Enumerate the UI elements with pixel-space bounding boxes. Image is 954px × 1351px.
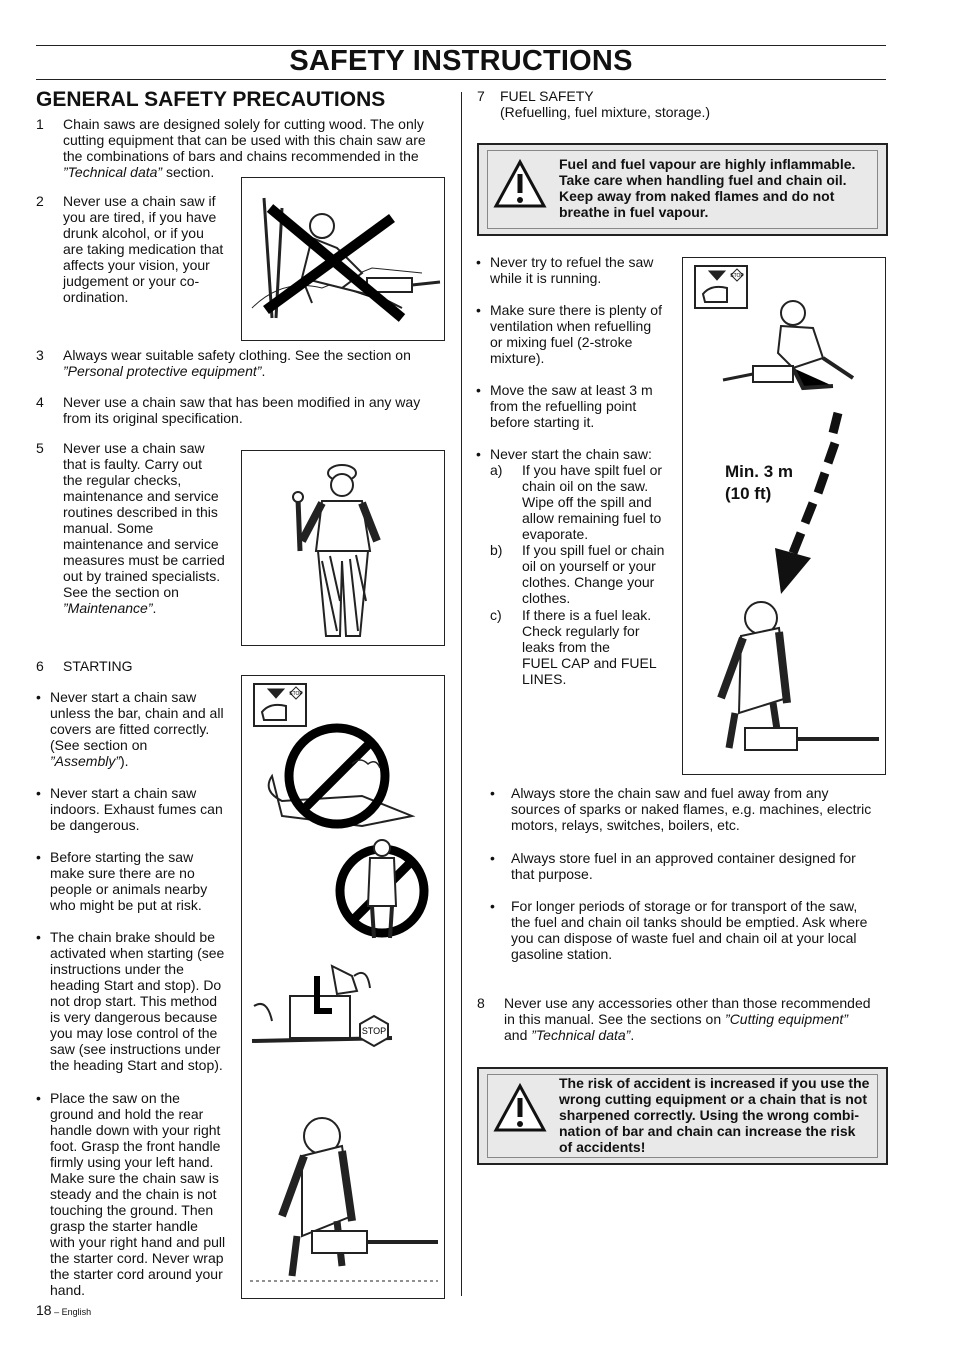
- item-2-text: Never use a chain saw if you are tired, if you have drunk alcohol, or if you are taking medication that affects your vision, your judgement or your co- ordination.: [63, 193, 224, 305]
- item-6-label: STARTING: [63, 658, 133, 674]
- warning-text-accident: The risk of accident is increased if you use the wrong cutting equipment or a chain that is not sharpened correctly. Using the wrong combi- nation of bar and chain can increase the risk of accidents!: [559, 1075, 870, 1155]
- list-item: • The chain brake should be activated when starting (see instructions under the heading Start and stop). Do not drop start. This method is very dangerous because you may lose control of the saw (see instructions under the heading Start and stop).: [36, 929, 225, 1073]
- stop-sign-label: STOP: [730, 273, 744, 279]
- sub-item-a: a) If you have spilt fuel or chain oil on the saw. Wipe off the spill and allow remaining fuel to evaporate.: [490, 462, 663, 542]
- item-8-text: Never use any accessories other than those recommended in this manual. See the sections on ”Cutting equipment” and ”Technical data”.: [504, 995, 871, 1043]
- tired-operator-illustration: [242, 178, 444, 340]
- list-item: • For longer periods of storage or for transport of the saw, the fuel and chain oil tanks should be emptied. Ask where you can dispose of waste fuel and chain oil at your local gasoline station.: [490, 898, 868, 962]
- refuel-distance-illustration: [683, 258, 885, 774]
- item-number: 5: [36, 440, 44, 456]
- sub-item-c: c) If there is a fuel leak. Check regularly for leaks from the FUEL CAP and FUEL LINES.: [490, 607, 657, 687]
- list-item: • Never start the chain saw:: [476, 446, 652, 462]
- list-item: • Never start a chain saw unless the bar, chain and all covers are fitted correctly. (See section on ”Assembly”).: [36, 689, 224, 769]
- item-7-label: FUEL SAFETY (Refuelling, fuel mixture, storage.): [500, 88, 711, 120]
- item-3-text: Always wear suitable safety clothing. See the section on ”Personal protective equipment”.: [63, 347, 411, 379]
- list-item: • Before starting the saw make sure there are no people or animals nearby who might be put at risk.: [36, 849, 208, 913]
- figure-starting: [241, 675, 445, 1299]
- item-number: 3: [36, 347, 44, 363]
- starting-procedure-illustration: [242, 676, 444, 1298]
- warning-box-fuel: [477, 143, 888, 236]
- item-1-text: Chain saws are designed solely for cutting wood. The only cutting equipment that can be used with this chain saw are the combinations of bars and chains recommended in the ”Technical data” section.: [63, 116, 426, 180]
- figure-tired-user: [241, 177, 445, 341]
- page-title: SAFETY INSTRUCTIONS: [289, 45, 633, 77]
- warning-box-accident: [477, 1067, 888, 1165]
- warning-text-fuel: Fuel and fuel vapour are highly inflammable. Take care when handling fuel and chain oil. Keep away from naked flames and do not breathe in fuel vapour.: [559, 156, 856, 220]
- warning-triangle-icon: [493, 1083, 547, 1133]
- list-item: • Always store fuel in an approved container designed for that purpose.: [490, 850, 856, 882]
- list-item: • Place the saw on the ground and hold the rear handle down with your right foot. Grasp the front handle firmly using your left hand. Make sure the chain saw is steady and the chain is not touching the ground. Then grasp the starter handle with your right hand and pull the starter cord. Never wrap the starter cord around your hand.: [36, 1090, 226, 1298]
- item-5-text: Never use a chain saw that is faulty. Carry out the regular checks, maintenance and service routines described in this manual. Some maintenance and service measures must be carried out by trained specialists. See the section on ”Maintenance”.: [63, 440, 225, 616]
- item-4-text: Never use a chain saw that has been modified in any way from its original specification.: [63, 394, 421, 426]
- stop-sign-label: STOP: [361, 1026, 387, 1036]
- list-item: • Make sure there is plenty of ventilation when refuelling or mixing fuel (2-stroke mixture).: [476, 302, 662, 366]
- mechanic-with-wrench-illustration: [242, 451, 444, 645]
- distance-label: Min. 3 m (10 ft): [725, 462, 794, 503]
- list-item: • Always store the chain saw and fuel away from any sources of sparks or naked flames, e.g. machines, electric motors, relays, switches, boilers, etc.: [490, 785, 872, 833]
- column-divider: [461, 92, 462, 1296]
- section-title: GENERAL SAFETY PRECAUTIONS: [36, 88, 386, 111]
- page-footer: [36, 1302, 91, 1320]
- item-number: 1: [36, 116, 44, 132]
- warning-triangle-icon: [493, 159, 547, 209]
- figure-refuel-distance: [682, 257, 886, 775]
- stop-sign-label: STOP: [289, 691, 303, 697]
- sub-item-b: b) If you spill fuel or chain oil on yourself or your clothes. Change your clothes.: [490, 542, 665, 606]
- item-number: 6: [36, 658, 44, 674]
- list-item: • Never start a chain saw indoors. Exhaust fumes can be dangerous.: [36, 785, 223, 833]
- item-number: 4: [36, 394, 44, 410]
- item-number: 2: [36, 193, 44, 209]
- item-number: 7: [477, 88, 485, 104]
- figure-mechanic: [241, 450, 445, 646]
- list-item: • Move the saw at least 3 m from the refuelling point before starting it.: [476, 382, 653, 430]
- list-item: • Never try to refuel the saw while it is running.: [476, 254, 654, 286]
- footer-language: – English: [51, 1307, 92, 1317]
- item-number: 8: [477, 995, 485, 1011]
- title-rule: [36, 79, 886, 80]
- page-number: 18: [36, 1302, 52, 1318]
